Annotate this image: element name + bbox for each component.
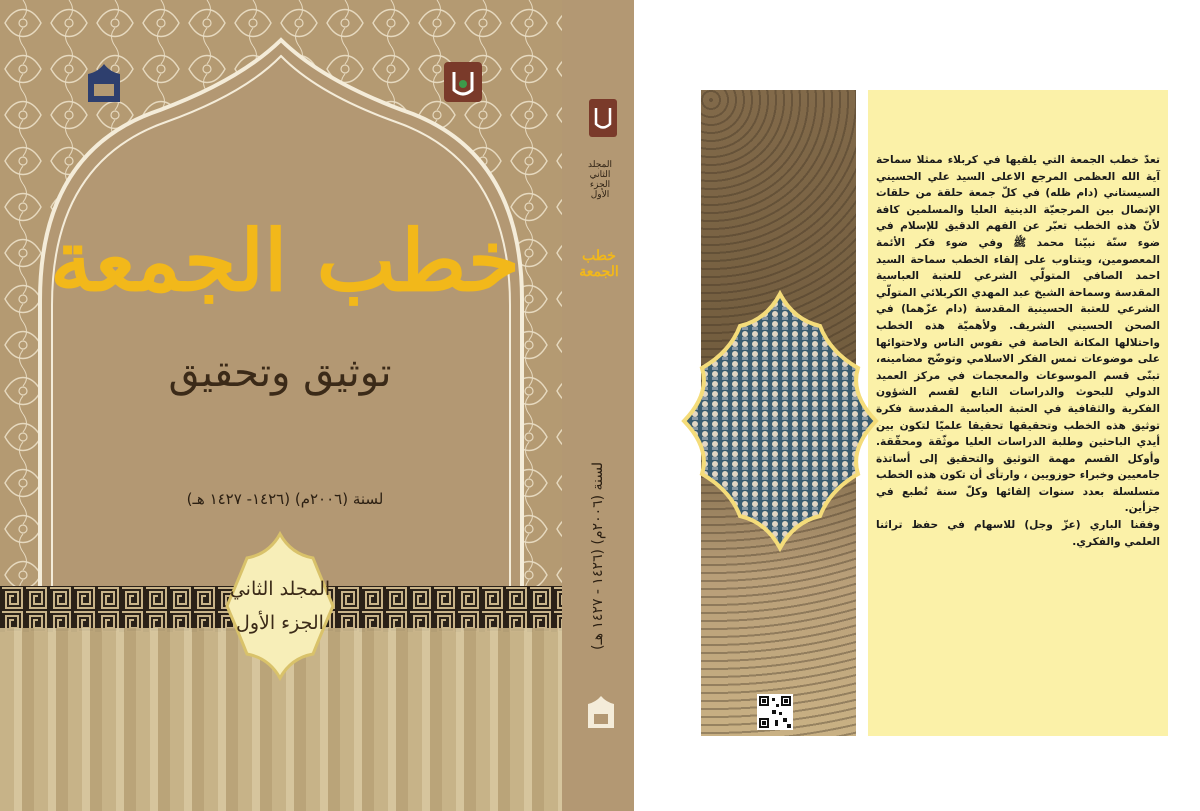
main-title <box>50 190 520 330</box>
part-label: الجزء الأول <box>236 612 324 634</box>
spine-shrine-logo-icon <box>584 694 618 730</box>
front-cover <box>0 0 562 811</box>
volume-badge <box>225 532 335 680</box>
spine-title: خطب الجمعة <box>579 248 619 280</box>
hand-logo-icon <box>442 60 484 104</box>
spine-hand-logo-icon <box>588 98 618 138</box>
subtitle: توثيق وتحقيق <box>168 350 392 396</box>
back-paragraph-2: وفقنا الباري (عزّ وجل) للاسهام في حفظ تراثنا العلمي والفكري. <box>876 519 1160 548</box>
back-paragraph-1: تعدّ خطب الجمعة التي يلقيها في كربلاء ممثلا سماحة آية الله العظمى المرجع الاعلى السيد علي الحسيني السيستاني (دام ظله) في كلّ جمعة حلقة من حلقات الإتصال بين المرجعيّة الدينية العليا والمسلمين كافة لأنّ هذه الخطب تعبّر عن الفهم الدقيق للإسلام في ضوء سنّة نبيّنا محمد ﷺ وفي ضوء فكر الأئمة المعصومين، ويتناوب على إلقاء الخطب سماحة السيد احمد الصافي المتولّي الشرعي للعتبة العباسية المقدسة وسماحة الشيخ عبد المهدي الكربلائي المتولّي الشرعي للعتبة الحسينية المقدسة (دام عزّهما) في الصحن الحسيني الشريف. ولأهميّة هذه الخطب واحتلالها المكانة الخاصة في نفوس الناس ولاحتوائها على موضوعات تمس الفكر الاسلامي وتوضّح مضامينه، تبنّى قسم الموسوعات والمعجمات في مركز العميد الدولي للبحوث والدراسات التابع لقسم الشؤون الفكرية والثقافية في العتبة العباسية المقدسة فكرة توثيق هذه الخطب وتحقيقها تحقيقا علميّا لتكون بين أيدي الباحثين وطلبة الدراسات العليا موثّقة ومحقّقة. وأوكل القسم مهمة التوثيق والتحقيق إلى أساتذة جامعيين وخبراء حوزويين ، وارتأى أن تكون هذه الخطب متسلسلة بعدد سنوات إلقائها وكلّ سنة تُطبع في جزأين. <box>876 154 1160 515</box>
title-text: خطب الجمعة <box>50 211 520 310</box>
year-line: لسنة (٢٠٠٦م) (١٤٢٦- ١٤٢٧ هـ) <box>186 490 384 508</box>
qr-code-icon <box>757 694 793 730</box>
back-description <box>876 152 1160 550</box>
spine-year-text: لسنة (٢٠٠٦م) (١٤٢٦ - ١٤٢٧ هـ) <box>590 461 606 650</box>
volume-label: المجلد الثاني <box>229 578 331 600</box>
spine-volume: المجلد الثاني الجزء الأول <box>588 160 612 200</box>
spine-year <box>580 350 616 660</box>
crowd-medallion <box>680 290 880 552</box>
shrine-logo-icon <box>80 62 128 106</box>
